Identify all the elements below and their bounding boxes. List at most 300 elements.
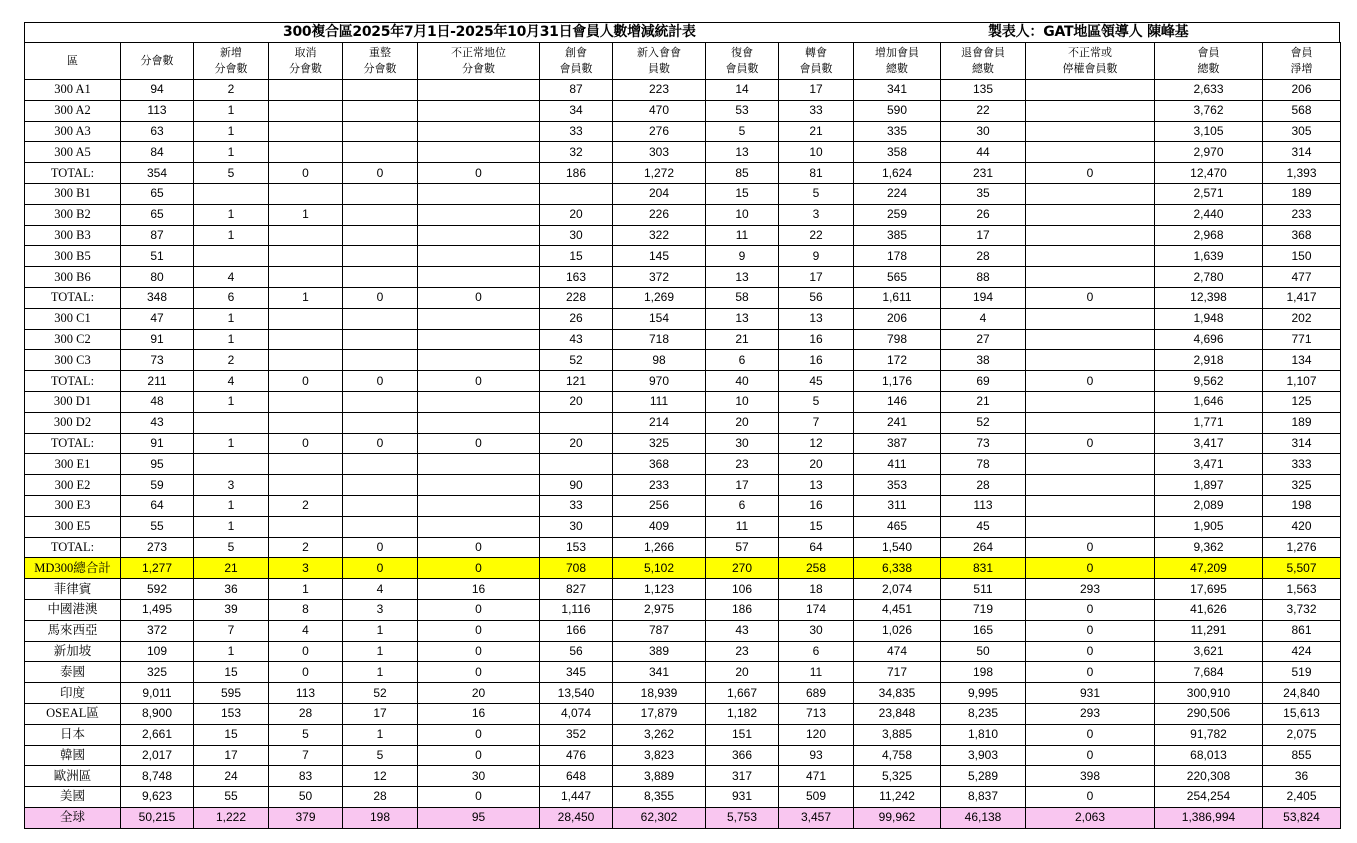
table-cell: 12,470 (1155, 163, 1263, 184)
table-cell: 273 (121, 537, 194, 558)
table-cell (540, 412, 613, 433)
header-row (25, 43, 1341, 80)
table-row (25, 766, 1341, 787)
region-cell: 300 E2 (25, 475, 121, 496)
column-header (343, 43, 418, 80)
table-cell: 264 (941, 537, 1026, 558)
table-cell: 0 (1026, 662, 1155, 683)
table-cell: 293 (1026, 579, 1155, 600)
region-cell: 300 B2 (25, 204, 121, 225)
table-cell: 5 (194, 537, 269, 558)
table-cell: 861 (1263, 620, 1341, 641)
table-row (25, 724, 1341, 745)
table-cell: 1 (194, 225, 269, 246)
statistics-sheet (24, 22, 1340, 829)
table-cell: 15 (779, 516, 854, 537)
column-header-line2: 員數 (648, 62, 670, 75)
table-cell: 241 (854, 412, 941, 433)
table-row (25, 121, 1341, 142)
table-row (25, 391, 1341, 412)
table-cell: 0 (1026, 787, 1155, 808)
column-header (941, 43, 1026, 80)
region-cell: 菲律賓 (25, 579, 121, 600)
table-cell: 84 (121, 142, 194, 163)
table-cell: 4 (941, 308, 1026, 329)
table-cell: 0 (343, 163, 418, 184)
table-cell: 352 (540, 724, 613, 745)
table-cell: 28 (941, 475, 1026, 496)
table-cell: 353 (854, 475, 941, 496)
table-cell: 1,417 (1263, 287, 1341, 308)
region-cell: 300 A2 (25, 100, 121, 121)
table-row (25, 204, 1341, 225)
region-cell: TOTAL: (25, 163, 121, 184)
region-cell: 泰國 (25, 662, 121, 683)
table-cell (269, 183, 343, 204)
table-cell: 16 (418, 703, 540, 724)
table-cell: 13 (779, 308, 854, 329)
table-cell: 34,835 (854, 683, 941, 704)
column-header-line1: 新入會會 (637, 46, 681, 59)
table-cell: 3 (779, 204, 854, 225)
table-cell: 146 (854, 391, 941, 412)
table-cell: 43 (706, 620, 779, 641)
table-cell: 2,968 (1155, 225, 1263, 246)
table-cell: 50 (941, 641, 1026, 662)
table-cell: 5 (343, 745, 418, 766)
table-cell (1026, 516, 1155, 537)
table-cell: 134 (1263, 350, 1341, 371)
table-cell: 2 (269, 537, 343, 558)
table-cell: 0 (418, 662, 540, 683)
table-cell: 0 (418, 724, 540, 745)
table-cell: 17,879 (613, 703, 706, 724)
table-cell: 202 (1263, 308, 1341, 329)
table-cell: 5 (779, 391, 854, 412)
table-cell: 194 (941, 287, 1026, 308)
table-cell: 87 (121, 225, 194, 246)
table-cell (418, 204, 540, 225)
table-cell: 341 (854, 80, 941, 101)
table-cell: 41,626 (1155, 599, 1263, 620)
table-cell: 223 (613, 80, 706, 101)
table-cell: 305 (1263, 121, 1341, 142)
table-cell: 5 (194, 163, 269, 184)
table-cell (269, 391, 343, 412)
table-cell: 827 (540, 579, 613, 600)
table-cell (418, 267, 540, 288)
region-cell: 日本 (25, 724, 121, 745)
region-cell: TOTAL: (25, 371, 121, 392)
table-cell: 23 (706, 641, 779, 662)
table-cell: 592 (121, 579, 194, 600)
table-cell (269, 142, 343, 163)
table-cell: 0 (1026, 745, 1155, 766)
table-cell: 53 (706, 100, 779, 121)
table-cell: 3,471 (1155, 454, 1263, 475)
table-cell (418, 412, 540, 433)
table-cell: 4 (343, 579, 418, 600)
table-cell: 80 (121, 267, 194, 288)
table-cell: 1,897 (1155, 475, 1263, 496)
table-cell: 325 (1263, 475, 1341, 496)
table-cell: 0 (1026, 163, 1155, 184)
table-cell: 5,753 (706, 807, 779, 828)
table-cell: 166 (540, 620, 613, 641)
table-cell (269, 225, 343, 246)
table-cell: 389 (613, 641, 706, 662)
table-cell: 519 (1263, 662, 1341, 683)
table-cell: 17 (779, 80, 854, 101)
table-body (25, 80, 1341, 829)
table-cell: 477 (1263, 267, 1341, 288)
table-cell (343, 183, 418, 204)
table-cell: 6 (706, 350, 779, 371)
table-cell: 53,824 (1263, 807, 1341, 828)
table-cell (269, 350, 343, 371)
table-cell: 44 (941, 142, 1026, 163)
table-cell (418, 391, 540, 412)
region-cell: TOTAL: (25, 537, 121, 558)
table-cell: 4,696 (1155, 329, 1263, 350)
table-cell: 3,889 (613, 766, 706, 787)
column-header (854, 43, 941, 80)
table-cell: 2,571 (1155, 183, 1263, 204)
table-cell: 30 (540, 225, 613, 246)
region-cell: 新加坡 (25, 641, 121, 662)
table-cell: 5 (779, 183, 854, 204)
table-cell: 11 (779, 662, 854, 683)
table-cell: 590 (854, 100, 941, 121)
table-cell: 36 (1263, 766, 1341, 787)
table-cell: 9 (779, 246, 854, 267)
table-cell: 43 (540, 329, 613, 350)
table-cell: 163 (540, 267, 613, 288)
table-cell (343, 516, 418, 537)
table-cell: 855 (1263, 745, 1341, 766)
table-cell: 2,063 (1026, 807, 1155, 828)
table-cell: 20 (706, 662, 779, 683)
sheet-title: 300複合區2025年7月1日-2025年10月31日會員人數增減統計表 (283, 24, 696, 40)
region-cell: 300 A3 (25, 121, 121, 142)
table-cell: 0 (418, 371, 540, 392)
table-cell: 73 (941, 433, 1026, 454)
table-cell (269, 246, 343, 267)
column-header-line2: 淨增 (1290, 62, 1313, 75)
column-header-line1: 會員 (1290, 46, 1313, 59)
table-cell: 290,506 (1155, 703, 1263, 724)
table-cell: 476 (540, 745, 613, 766)
column-header (613, 43, 706, 80)
table-cell (194, 454, 269, 475)
table-cell: 98 (613, 350, 706, 371)
region-cell: 300 C2 (25, 329, 121, 350)
table-cell: 13 (706, 267, 779, 288)
table-cell: 1 (194, 204, 269, 225)
table-cell: 68,013 (1155, 745, 1263, 766)
table-cell: 0 (1026, 287, 1155, 308)
table-cell: 7 (779, 412, 854, 433)
table-cell: 1,123 (613, 579, 706, 600)
table-cell: 1,540 (854, 537, 941, 558)
table-cell: 120 (779, 724, 854, 745)
table-cell: 87 (540, 80, 613, 101)
table-cell: 1 (194, 641, 269, 662)
table-cell: 73 (121, 350, 194, 371)
table-cell: 511 (941, 579, 1026, 600)
table-cell: 17 (706, 475, 779, 496)
table-cell: 63 (121, 121, 194, 142)
table-cell (269, 412, 343, 433)
table-cell: 0 (1026, 537, 1155, 558)
table-cell: 2,075 (1263, 724, 1341, 745)
table-cell: 0 (418, 433, 540, 454)
table-cell (269, 516, 343, 537)
table-cell: 33 (779, 100, 854, 121)
table-cell: 24 (194, 766, 269, 787)
table-cell: 2,017 (121, 745, 194, 766)
table-cell: 91 (121, 433, 194, 454)
table-cell: 1,266 (613, 537, 706, 558)
table-cell (1026, 121, 1155, 142)
table-cell (343, 475, 418, 496)
table-cell: 509 (779, 787, 854, 808)
table-cell: 0 (1026, 371, 1155, 392)
table-cell: 2,089 (1155, 495, 1263, 516)
table-row (25, 662, 1341, 683)
table-cell: 56 (540, 641, 613, 662)
table-cell (1026, 412, 1155, 433)
table-cell (1026, 246, 1155, 267)
region-cell: 300 A5 (25, 142, 121, 163)
table-cell: 17,695 (1155, 579, 1263, 600)
column-header (194, 43, 269, 80)
table-cell: 91 (121, 329, 194, 350)
table-cell: 33 (540, 121, 613, 142)
table-cell (418, 183, 540, 204)
column-header (1263, 43, 1341, 80)
column-header-line2: 會員數 (725, 62, 759, 75)
table-cell: 2 (194, 350, 269, 371)
table-cell (269, 454, 343, 475)
table-cell (1026, 204, 1155, 225)
table-cell (269, 329, 343, 350)
table-cell (343, 246, 418, 267)
table-cell: 6 (706, 495, 779, 516)
table-cell: 5,102 (613, 558, 706, 579)
table-cell (418, 495, 540, 516)
table-cell (1026, 142, 1155, 163)
region-cell: 300 B6 (25, 267, 121, 288)
table-row (25, 787, 1341, 808)
table-cell: 0 (418, 163, 540, 184)
table-cell: 4,758 (854, 745, 941, 766)
table-cell: 1 (194, 391, 269, 412)
table-cell: 186 (540, 163, 613, 184)
table-cell (1026, 495, 1155, 516)
table-cell: 21 (941, 391, 1026, 412)
table-cell: 1 (269, 287, 343, 308)
table-cell: 322 (613, 225, 706, 246)
table-cell: 6 (779, 641, 854, 662)
table-cell: 36 (194, 579, 269, 600)
table-cell: 50 (269, 787, 343, 808)
table-row (25, 745, 1341, 766)
column-header (25, 43, 121, 80)
column-header-line1: 不正常地位 (451, 46, 506, 59)
table-cell: 568 (1263, 100, 1341, 121)
table-cell: 113 (269, 683, 343, 704)
table-cell: 20 (540, 391, 613, 412)
table-cell: 8,837 (941, 787, 1026, 808)
table-cell: 65 (121, 204, 194, 225)
table-cell: 1,611 (854, 287, 941, 308)
table-cell: 85 (706, 163, 779, 184)
table-cell: 125 (1263, 391, 1341, 412)
column-header-line1: 創會 (565, 46, 587, 59)
table-cell: 5,507 (1263, 558, 1341, 579)
table-cell: 1,447 (540, 787, 613, 808)
table-cell: 3,762 (1155, 100, 1263, 121)
table-cell: 831 (941, 558, 1026, 579)
table-cell: 40 (706, 371, 779, 392)
table-cell: 1 (194, 433, 269, 454)
table-cell (343, 100, 418, 121)
table-cell: 335 (854, 121, 941, 142)
subtotal-row (25, 287, 1341, 308)
table-cell (343, 391, 418, 412)
table-cell: 99,962 (854, 807, 941, 828)
table-cell (269, 121, 343, 142)
table-cell: 0 (418, 599, 540, 620)
region-cell: 美國 (25, 787, 121, 808)
table-cell: 45 (779, 371, 854, 392)
table-cell: 206 (1263, 80, 1341, 101)
table-cell (418, 350, 540, 371)
table-cell: 1 (269, 204, 343, 225)
table-cell: 970 (613, 371, 706, 392)
table-cell: 6 (194, 287, 269, 308)
table-cell: 30 (418, 766, 540, 787)
table-cell: 11 (706, 225, 779, 246)
table-cell: 1 (194, 495, 269, 516)
table-cell: 270 (706, 558, 779, 579)
table-cell: 3,621 (1155, 641, 1263, 662)
column-header-line1: 不正常或 (1068, 46, 1112, 59)
table-cell: 28 (343, 787, 418, 808)
table-cell: 420 (1263, 516, 1341, 537)
table-cell: 8,748 (121, 766, 194, 787)
table-cell: 3,457 (779, 807, 854, 828)
region-cell: 中國港澳 (25, 599, 121, 620)
table-cell: 52 (540, 350, 613, 371)
table-cell: 1,495 (121, 599, 194, 620)
table-cell: 1,667 (706, 683, 779, 704)
table-cell: 233 (613, 475, 706, 496)
table-cell (269, 80, 343, 101)
table-cell: 30 (941, 121, 1026, 142)
table-cell: 300,910 (1155, 683, 1263, 704)
table-cell: 0 (1026, 724, 1155, 745)
table-cell: 12,398 (1155, 287, 1263, 308)
table-cell: 385 (854, 225, 941, 246)
table-cell: 1,624 (854, 163, 941, 184)
table-cell: 178 (854, 246, 941, 267)
table-cell: 30 (540, 516, 613, 537)
table-cell: 293 (1026, 703, 1155, 724)
column-header-line1: 轉會 (805, 46, 827, 59)
table-cell: 314 (1263, 142, 1341, 163)
table-cell: 0 (269, 662, 343, 683)
table-cell: 0 (1026, 641, 1155, 662)
table-cell: 3 (343, 599, 418, 620)
table-cell: 11 (706, 516, 779, 537)
table-row (25, 579, 1341, 600)
table-cell: 94 (121, 80, 194, 101)
table-cell (418, 225, 540, 246)
table-cell: 27 (941, 329, 1026, 350)
table-cell: 0 (418, 745, 540, 766)
table-cell: 1 (194, 516, 269, 537)
table-cell: 16 (779, 329, 854, 350)
table-cell: 4 (269, 620, 343, 641)
table-cell: 2,918 (1155, 350, 1263, 371)
table-cell: 325 (121, 662, 194, 683)
table-cell: 0 (418, 537, 540, 558)
table-cell: 16 (779, 350, 854, 371)
table-cell: 154 (613, 308, 706, 329)
column-header (121, 43, 194, 80)
table-cell (343, 267, 418, 288)
table-cell: 21 (706, 329, 779, 350)
column-header-line1: 新增 (220, 46, 242, 59)
column-header (540, 43, 613, 80)
table-cell: 798 (854, 329, 941, 350)
table-cell: 1,948 (1155, 308, 1263, 329)
table-cell: 15 (194, 662, 269, 683)
table-cell: 90 (540, 475, 613, 496)
table-cell: 57 (706, 537, 779, 558)
table-cell: 5,325 (854, 766, 941, 787)
table-cell: 358 (854, 142, 941, 163)
table-cell: 345 (540, 662, 613, 683)
column-header-line1: 退會會員 (961, 46, 1005, 59)
table-cell: 95 (121, 454, 194, 475)
table-cell: 2,970 (1155, 142, 1263, 163)
table-cell: 38 (941, 350, 1026, 371)
table-cell: 9,623 (121, 787, 194, 808)
table-cell: 1,116 (540, 599, 613, 620)
table-cell: 3,262 (613, 724, 706, 745)
table-cell: 354 (121, 163, 194, 184)
table-cell: 3,823 (613, 745, 706, 766)
table-cell: 30 (779, 620, 854, 641)
table-cell: 59 (121, 475, 194, 496)
table-cell: 276 (613, 121, 706, 142)
table-cell (418, 475, 540, 496)
table-row (25, 350, 1341, 371)
table-cell: 4 (194, 267, 269, 288)
table-cell: 4,074 (540, 703, 613, 724)
table-cell: 16 (418, 579, 540, 600)
table-cell: 18,939 (613, 683, 706, 704)
table-cell: 145 (613, 246, 706, 267)
table-cell (343, 329, 418, 350)
table-cell: 7 (194, 620, 269, 641)
region-cell: 300 B1 (25, 183, 121, 204)
global-total-row (25, 807, 1341, 828)
table-cell: 174 (779, 599, 854, 620)
